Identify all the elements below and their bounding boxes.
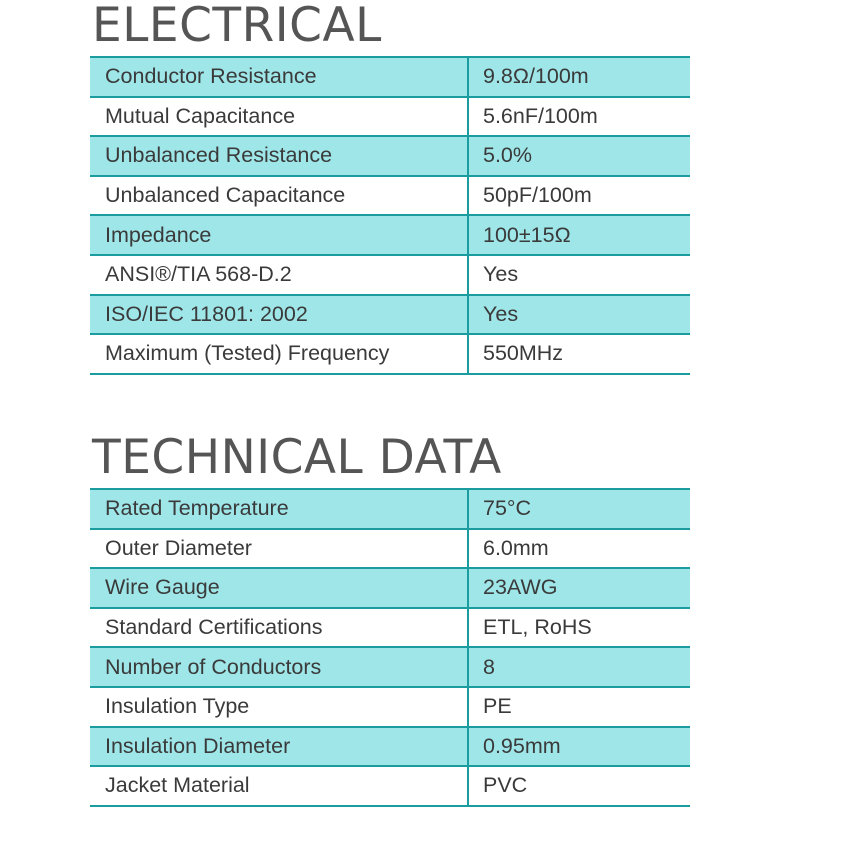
spec-label: Insulation Diameter: [90, 727, 468, 767]
spec-label: Insulation Type: [90, 687, 468, 727]
table-row: [90, 255, 690, 295]
electrical-section: [90, 0, 690, 375]
electrical-heading: ELECTRICAL: [92, 0, 382, 53]
electrical-spec-table: [90, 56, 690, 375]
table-row: [90, 136, 690, 176]
technical-data-section: [90, 432, 690, 807]
spec-label: ANSI®/TIA 568-D.2: [90, 255, 468, 295]
spec-label: Number of Conductors: [90, 647, 468, 687]
spec-label: ISO/IEC 11801: 2002: [90, 295, 468, 335]
spec-value: 50pF/100m: [468, 176, 690, 216]
spec-label: Unbalanced Resistance: [90, 136, 468, 176]
spec-value: PVC: [468, 766, 690, 806]
table-row: [90, 647, 690, 687]
spec-label: Unbalanced Capacitance: [90, 176, 468, 216]
spec-value: 0.95mm: [468, 727, 690, 767]
spec-value: 5.6nF/100m: [468, 97, 690, 137]
spec-label: Wire Gauge: [90, 568, 468, 608]
table-row: [90, 334, 690, 374]
table-row: [90, 687, 690, 727]
technical-spec-table: [90, 488, 690, 807]
spec-label: Standard Certifications: [90, 608, 468, 648]
spec-value: PE: [468, 687, 690, 727]
table-row: [90, 176, 690, 216]
spec-value: ETL, RoHS: [468, 608, 690, 648]
table-row: [90, 529, 690, 569]
spec-value: 100±15Ω: [468, 215, 690, 255]
table-row: [90, 295, 690, 335]
table-row: [90, 766, 690, 806]
spec-value: 6.0mm: [468, 529, 690, 569]
table-row: [90, 568, 690, 608]
spec-value: 75°C: [468, 489, 690, 529]
spec-label: Impedance: [90, 215, 468, 255]
table-row: [90, 97, 690, 137]
spec-value: 23AWG: [468, 568, 690, 608]
table-row: [90, 489, 690, 529]
spec-value: Yes: [468, 295, 690, 335]
spec-value: 8: [468, 647, 690, 687]
table-row: [90, 727, 690, 767]
spec-value: 5.0%: [468, 136, 690, 176]
spec-value: Yes: [468, 255, 690, 295]
spec-label: Maximum (Tested) Frequency: [90, 334, 468, 374]
table-row: [90, 608, 690, 648]
table-row: [90, 57, 690, 97]
spec-value: 550MHz: [468, 334, 690, 374]
spec-label: Rated Temperature: [90, 489, 468, 529]
spec-label: Conductor Resistance: [90, 57, 468, 97]
spec-label: Outer Diameter: [90, 529, 468, 569]
table-row: [90, 215, 690, 255]
spec-label: Mutual Capacitance: [90, 97, 468, 137]
technical-data-heading: TECHNICAL DATA: [92, 430, 502, 485]
spec-value: 9.8Ω/100m: [468, 57, 690, 97]
spec-label: Jacket Material: [90, 766, 468, 806]
